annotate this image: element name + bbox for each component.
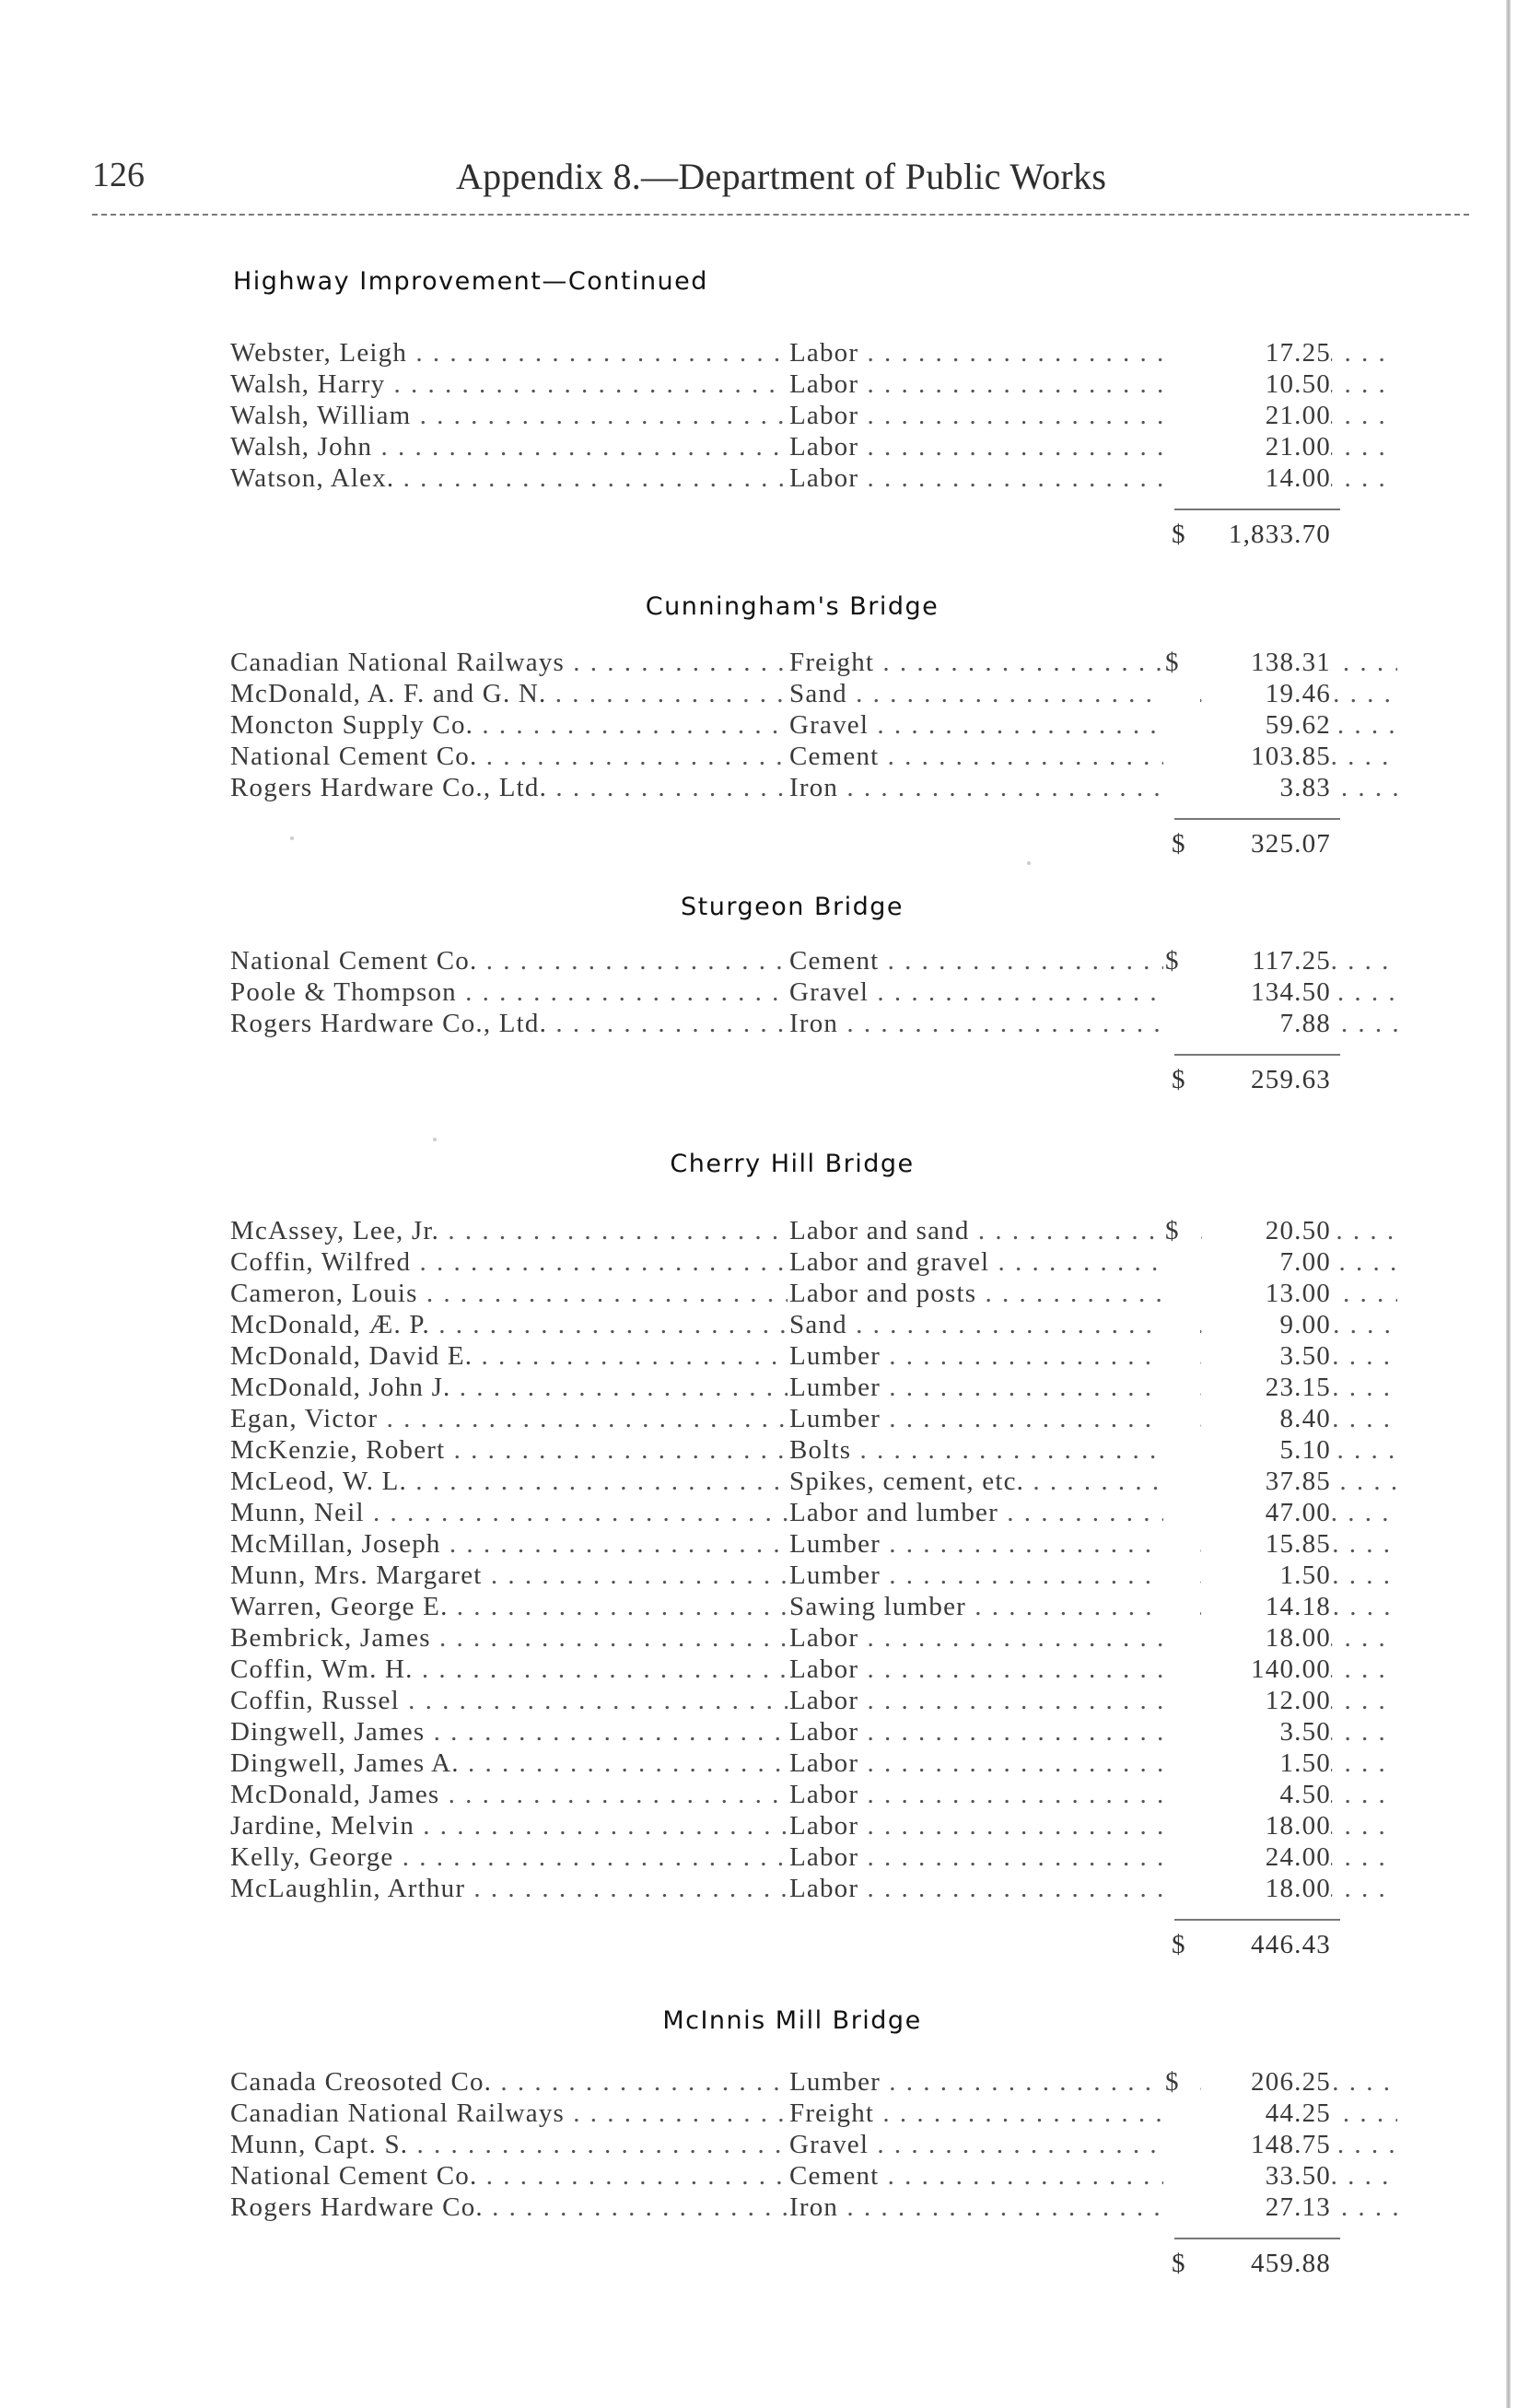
- item-description: Labor and sand . . .: [789, 1215, 1397, 1246]
- dot-leader-end: [1163, 1246, 1200, 1278]
- ledger-row: [226, 976, 1340, 1008]
- payee-name: Moncton Supply Co. . . .: [230, 709, 788, 741]
- amount: 17.25: [1202, 337, 1331, 368]
- ledger-row: [226, 1372, 1340, 1403]
- payee-name: Canada Creosoted Co. . . .: [230, 2066, 788, 2098]
- item-description: Labor . . .: [789, 1685, 1397, 1716]
- entry-list: [226, 337, 1340, 494]
- dot-leader-end: [1163, 2129, 1200, 2160]
- payee-name: Rogers Hardware Co., Ltd. . . .: [230, 772, 788, 803]
- total-amount: 1,833.70: [1228, 520, 1331, 549]
- payee-name: Canadian National Railways . . .: [230, 647, 788, 678]
- total-dollar-sign: $: [1172, 2249, 1186, 2278]
- dot-leader-end: [1163, 2192, 1200, 2223]
- section-sturgeon-bridge: [226, 893, 1340, 1102]
- ledger-row: [226, 1340, 1340, 1372]
- item-description: Labor . . .: [789, 1716, 1397, 1748]
- page-title: Appendix 8.—Department of Public Works: [456, 156, 1107, 197]
- entry-list: [226, 2066, 1340, 2223]
- dot-leader-end: [1163, 368, 1200, 400]
- total-dollar-sign: $: [1172, 1065, 1186, 1094]
- payee-name: Rogers Hardware Co. . . .: [230, 2192, 788, 2223]
- dot-leader-end: [1163, 1716, 1200, 1748]
- amount: 8.40: [1202, 1403, 1331, 1434]
- amount: 37.85: [1202, 1466, 1331, 1497]
- ledger-row: [226, 1685, 1340, 1716]
- ledger-row: [226, 772, 1340, 803]
- item-description: Sand . . .: [789, 1309, 1397, 1340]
- item-description: Labor . . .: [789, 400, 1397, 431]
- header-rule: [92, 214, 1469, 216]
- total-rule: [1174, 1054, 1340, 1056]
- amount: 3.50: [1202, 1340, 1331, 1372]
- total-amount: 325.07: [1251, 829, 1331, 859]
- ledger-row: [226, 1008, 1340, 1039]
- payee-name: Walsh, John . . .: [230, 431, 788, 462]
- total-amount: 446.43: [1251, 1930, 1331, 1959]
- ledger-row: [226, 1873, 1340, 1904]
- ledger-row: [226, 2066, 1340, 2098]
- dot-leader-end: [1163, 1841, 1200, 1873]
- ledger-row: [226, 1591, 1340, 1622]
- page-edge-shadow: [1506, 0, 1511, 2408]
- amount: 206.25: [1202, 2066, 1331, 2098]
- payee-name: Munn, Mrs. Margaret . . .: [230, 1560, 788, 1591]
- payee-name: McDonald, David E. . . .: [230, 1340, 788, 1372]
- dot-leader-end: [1163, 337, 1200, 368]
- amount: 103.85: [1202, 741, 1331, 772]
- dot-leader-end: [1163, 1008, 1200, 1039]
- amount: 18.00: [1202, 1873, 1331, 1904]
- payee-name: Egan, Victor . . .: [230, 1403, 788, 1434]
- amount: 47.00: [1202, 1497, 1331, 1528]
- payee-name: Canadian National Railways . . .: [230, 2098, 788, 2129]
- dollar-sign: $: [1165, 1215, 1193, 1246]
- payee-name: Coffin, Wm. H. . . .: [230, 1654, 788, 1685]
- section-total: [226, 2249, 1340, 2285]
- dot-leader-end: [1163, 400, 1200, 431]
- section-mcinnis-mill-bridge: [226, 2006, 1340, 2285]
- item-description: Lumber . . .: [789, 1372, 1397, 1403]
- print-speck: [290, 836, 294, 840]
- payee-name: Webster, Leigh . . .: [230, 337, 788, 368]
- dot-leader-end: [1163, 1434, 1200, 1466]
- ledger-row: [226, 709, 1340, 741]
- ledger-row: [226, 1528, 1340, 1560]
- item-description: Labor and lumber . . .: [789, 1497, 1397, 1528]
- dot-leader-end: [1163, 1685, 1200, 1716]
- item-description: Lumber . . .: [789, 1340, 1397, 1372]
- item-description: Labor . . .: [789, 1622, 1397, 1654]
- total-amount: 459.88: [1251, 2249, 1331, 2278]
- section-heading: Sturgeon Bridge: [681, 893, 904, 921]
- payee-name: Cameron, Louis . . .: [230, 1278, 788, 1309]
- ledger-row: [226, 1246, 1340, 1278]
- dot-leader-end: [1163, 741, 1200, 772]
- payee-name: McLeod, W. L. . . .: [230, 1466, 788, 1497]
- ledger-row: [226, 337, 1340, 368]
- dollar-sign: $: [1165, 945, 1193, 976]
- item-description: Iron . . .: [789, 1008, 1397, 1039]
- amount: 134.50: [1202, 976, 1331, 1008]
- dot-leader-end: [1163, 1560, 1200, 1591]
- amount: 138.31: [1202, 647, 1331, 678]
- dot-leader-end: [1163, 1591, 1200, 1622]
- item-description: Lumber . . .: [789, 1560, 1397, 1591]
- item-description: Bolts . . .: [789, 1434, 1397, 1466]
- item-description: Lumber . . .: [789, 1528, 1397, 1560]
- dot-leader-end: [1163, 1873, 1200, 1904]
- amount: 23.15: [1202, 1372, 1331, 1403]
- item-description: Labor . . .: [789, 1779, 1397, 1810]
- payee-name: McLaughlin, Arthur . . .: [230, 1873, 788, 1904]
- amount: 21.00: [1202, 400, 1331, 431]
- ledger-row: [226, 1841, 1340, 1873]
- ledger-row: [226, 2160, 1340, 2192]
- amount: 140.00: [1202, 1654, 1331, 1685]
- item-description: Labor . . .: [789, 1654, 1397, 1685]
- item-description: Labor . . .: [789, 1810, 1397, 1841]
- ledger-row: [226, 400, 1340, 431]
- ledger-row: [226, 1748, 1340, 1779]
- ledger-row: [226, 2098, 1340, 2129]
- dot-leader-end: [1163, 462, 1200, 494]
- dot-leader-end: [1163, 1622, 1200, 1654]
- section-heading: Cherry Hill Bridge: [670, 1150, 915, 1178]
- total-dollar-sign: $: [1172, 520, 1186, 549]
- total-rule: [1174, 818, 1340, 820]
- item-description: Cement . . .: [789, 741, 1397, 772]
- section-cherry-hill-bridge: [226, 1150, 1340, 1967]
- section-total: [226, 829, 1340, 866]
- item-description: Labor . . .: [789, 337, 1397, 368]
- ledger-row: [226, 1810, 1340, 1841]
- ledger-row: [226, 2192, 1340, 2223]
- amount: 21.00: [1202, 431, 1331, 462]
- payee-name: Jardine, Melvin . . .: [230, 1810, 788, 1841]
- dot-leader-end: [1163, 1748, 1200, 1779]
- amount: 27.13: [1202, 2192, 1331, 2223]
- payee-name: National Cement Co. . . .: [230, 945, 788, 976]
- total-rule: [1174, 508, 1340, 510]
- section-total: [226, 1930, 1340, 1967]
- dot-leader-end: [1163, 1278, 1200, 1309]
- section-heading: Cunningham's Bridge: [645, 592, 940, 621]
- ledger-row: [226, 741, 1340, 772]
- amount: 4.50: [1202, 1779, 1331, 1810]
- ledger-row: [226, 1278, 1340, 1309]
- amount: 14.00: [1202, 462, 1331, 494]
- payee-name: McDonald, James . . .: [230, 1779, 788, 1810]
- section-total: [226, 520, 1340, 556]
- ledger-row: [226, 647, 1340, 678]
- item-description: Iron . . .: [789, 772, 1397, 803]
- payee-name: McAssey, Lee, Jr. . . .: [230, 1215, 788, 1246]
- item-description: Sand . . .: [789, 678, 1397, 709]
- amount: 7.00: [1202, 1246, 1331, 1278]
- ledger-row: [226, 1560, 1340, 1591]
- dot-leader-end: [1163, 709, 1200, 741]
- section-total: [226, 1065, 1340, 1102]
- dot-leader-end: [1163, 1779, 1200, 1810]
- payee-name: Walsh, William . . .: [230, 400, 788, 431]
- item-description: Sawing lumber . . .: [789, 1591, 1397, 1622]
- item-description: Labor and posts . . .: [789, 1278, 1397, 1309]
- amount: 1.50: [1202, 1748, 1331, 1779]
- amount: 20.50: [1202, 1215, 1331, 1246]
- payee-name: McMillan, Joseph . . .: [230, 1528, 788, 1560]
- dot-leader-end: [1163, 2160, 1200, 2192]
- item-description: Labor . . .: [789, 368, 1397, 400]
- amount: 15.85: [1202, 1528, 1331, 1560]
- payee-name: Munn, Neil . . .: [230, 1497, 788, 1528]
- amount: 7.88: [1202, 1008, 1331, 1039]
- amount: 14.18: [1202, 1591, 1331, 1622]
- item-description: Gravel . . .: [789, 2129, 1397, 2160]
- dot-leader-end: [1163, 1372, 1200, 1403]
- ledger-row: [226, 1403, 1340, 1434]
- section-highway-improvement: [226, 267, 1340, 556]
- amount: 117.25: [1202, 945, 1331, 976]
- ledger-row: [226, 1779, 1340, 1810]
- item-description: Cement . . .: [789, 2160, 1397, 2192]
- item-description: Spikes, cement, etc. . . .: [789, 1466, 1397, 1497]
- dot-leader-end: [1163, 976, 1200, 1008]
- payee-name: Kelly, George . . .: [230, 1841, 788, 1873]
- payee-name: McKenzie, Robert . . .: [230, 1434, 788, 1466]
- dot-leader-end: [1163, 1528, 1200, 1560]
- print-speck: [1027, 861, 1031, 865]
- amount: 12.00: [1202, 1685, 1331, 1716]
- item-description: Labor . . .: [789, 1748, 1397, 1779]
- dot-leader-end: [1163, 2098, 1200, 2129]
- payee-name: McDonald, A. F. and G. N. . . .: [230, 678, 788, 709]
- amount: 59.62: [1202, 709, 1331, 741]
- dollar-sign: $: [1165, 2066, 1193, 2098]
- dot-leader-end: [1163, 678, 1200, 709]
- ledger-row: [226, 1622, 1340, 1654]
- ledger-row: [226, 1215, 1340, 1246]
- amount: 18.00: [1202, 1622, 1331, 1654]
- total-amount: 259.63: [1251, 1065, 1331, 1094]
- payee-name: Watson, Alex. . . .: [230, 462, 788, 494]
- payee-name: Poole & Thompson . . .: [230, 976, 788, 1008]
- amount: 10.50: [1202, 368, 1331, 400]
- ledger-row: [226, 945, 1340, 976]
- dot-leader-end: [1163, 1309, 1200, 1340]
- item-description: Lumber . . .: [789, 1403, 1397, 1434]
- payee-name: Bembrick, James . . .: [230, 1622, 788, 1654]
- amount: 5.10: [1202, 1434, 1331, 1466]
- item-description: Freight . . .: [789, 647, 1397, 678]
- dot-leader-end: [1163, 431, 1200, 462]
- payee-name: Walsh, Harry . . .: [230, 368, 788, 400]
- amount: 24.00: [1202, 1841, 1331, 1873]
- entry-list: [226, 1215, 1340, 1904]
- amount: 18.00: [1202, 1810, 1331, 1841]
- payee-name: Warren, George E. . . .: [230, 1591, 788, 1622]
- item-description: Labor . . .: [789, 1873, 1397, 1904]
- dot-leader-end: [1163, 1497, 1200, 1528]
- ledger-row: [226, 678, 1340, 709]
- dot-leader-end: [1163, 1810, 1200, 1841]
- item-description: Lumber . . .: [789, 2066, 1397, 2098]
- dot-leader-end: [1163, 1654, 1200, 1685]
- item-description: Freight . . .: [789, 2098, 1397, 2129]
- ledger-row: [226, 462, 1340, 494]
- running-header: [92, 155, 1474, 210]
- dollar-sign: $: [1165, 647, 1193, 678]
- amount: 3.83: [1202, 772, 1331, 803]
- amount: 13.00: [1202, 1278, 1331, 1309]
- ledger-row: [226, 1309, 1340, 1340]
- print-speck: [433, 1138, 437, 1141]
- total-dollar-sign: $: [1172, 1930, 1186, 1959]
- section-heading: McInnis Mill Bridge: [662, 2006, 922, 2035]
- payee-name: Dingwell, James A. . . .: [230, 1748, 788, 1779]
- item-description: Labor . . .: [789, 431, 1397, 462]
- dot-leader-end: [1163, 1403, 1200, 1434]
- amount: 19.46: [1202, 678, 1331, 709]
- dot-leader-end: [1163, 1466, 1200, 1497]
- payee-name: Coffin, Wilfred . . .: [230, 1246, 788, 1278]
- item-description: Labor and gravel . . .: [789, 1246, 1397, 1278]
- amount: 9.00: [1202, 1309, 1331, 1340]
- entry-list: [226, 647, 1340, 803]
- item-description: Labor . . .: [789, 1841, 1397, 1873]
- payee-name: Rogers Hardware Co., Ltd. . . .: [230, 1008, 788, 1039]
- entry-list: [226, 945, 1340, 1039]
- item-description: Labor . . .: [789, 462, 1397, 494]
- payee-name: National Cement Co. . . .: [230, 741, 788, 772]
- ledger-row: [226, 1654, 1340, 1685]
- amount: 3.50: [1202, 1716, 1331, 1748]
- section-cunninghams-bridge: [226, 592, 1340, 866]
- dot-leader-end: [1163, 772, 1200, 803]
- total-rule: [1174, 2238, 1340, 2239]
- item-description: Cement . . .: [789, 945, 1397, 976]
- payee-name: Coffin, Russel . . .: [230, 1685, 788, 1716]
- total-rule: [1174, 1919, 1340, 1921]
- section-heading: Highway Improvement—Continued: [233, 267, 708, 296]
- amount: 1.50: [1202, 1560, 1331, 1591]
- ledger-row: [226, 368, 1340, 400]
- amount: 33.50: [1202, 2160, 1331, 2192]
- payee-name: Munn, Capt. S. . . .: [230, 2129, 788, 2160]
- ledger-row: [226, 2129, 1340, 2160]
- item-description: Iron . . .: [789, 2192, 1397, 2223]
- page-number: 126: [92, 156, 145, 194]
- amount: 148.75: [1202, 2129, 1331, 2160]
- ledger-row: [226, 431, 1340, 462]
- dot-leader-end: [1163, 1340, 1200, 1372]
- ledger-row: [226, 1434, 1340, 1466]
- total-dollar-sign: $: [1172, 829, 1186, 859]
- payee-name: McDonald, John J. . . .: [230, 1372, 788, 1403]
- ledger-row: [226, 1497, 1340, 1528]
- ledger-row: [226, 1466, 1340, 1497]
- ledger-row: [226, 1716, 1340, 1748]
- item-description: Gravel . . .: [789, 976, 1397, 1008]
- payee-name: Dingwell, James . . .: [230, 1716, 788, 1748]
- item-description: Gravel . . .: [789, 709, 1397, 741]
- payee-name: National Cement Co. . . .: [230, 2160, 788, 2192]
- payee-name: McDonald, Æ. P. . . .: [230, 1309, 788, 1340]
- amount: 44.25: [1202, 2098, 1331, 2129]
